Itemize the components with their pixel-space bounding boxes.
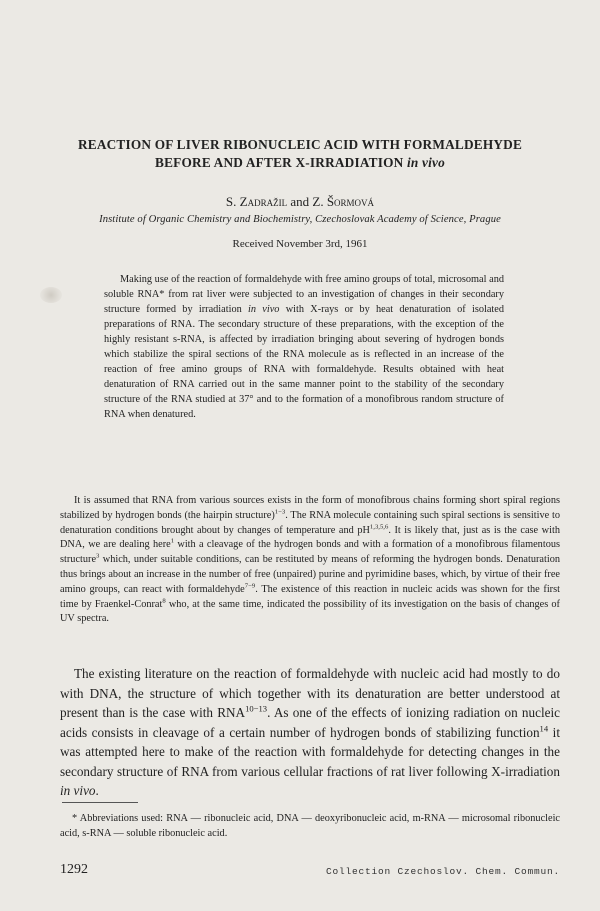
- intro-text: . It is likely that, just as is the case with DNA, we are dealing here: [60, 524, 560, 551]
- intro-paragraph: [60, 494, 560, 627]
- main-text: The existing literature on the reaction of formaldehyde with nucleic acid had mostly to do with DNA, the structure of which together with its denaturation are better understood at present than is the case with RNA: [60, 666, 560, 720]
- intro-text: . The existence of this reaction in nucleic acids was shown for the first time by Fraenkel-Conrat: [60, 583, 560, 610]
- authors: [0, 194, 600, 210]
- affiliation: Institute of Organic Chemistry and Biochemistry, Czechoslovak Academy of Science, Prague: [99, 214, 501, 225]
- abstract-paragraph: [104, 272, 504, 422]
- main-section: [60, 664, 560, 801]
- main-text: it was attempted here to make of the reaction with formaldehyde for detecting changes in the secondary structure of RNA from various cellular fractions of rat liver following X-irradiation: [60, 724, 561, 779]
- intro-text: with a cleavage of the hydrogen bonds and with a formation of a monofibrous filamentous structure: [60, 539, 560, 566]
- citation: 10−13: [245, 703, 268, 714]
- footnote-rule: [62, 802, 138, 803]
- footnote: [60, 811, 560, 841]
- journal-name: Collection Czechoslov. Chem. Commun.: [325, 866, 560, 877]
- scan-smudge: [40, 287, 62, 303]
- paper-title: [40, 136, 560, 172]
- footnote-text: * Abbreviations used: RNA — ribonucleic acid, DNA — deoxyribonucleic acid, m-RNA — microsomal ribonucleic acid, s-RNA — soluble ribonucleic acid.: [60, 813, 560, 839]
- title-line-1: REACTION OF LIVER RIBONUCLEIC ACID WITH FORMALDEHYDE: [77, 137, 523, 152]
- citation: 1: [170, 537, 175, 545]
- main-italic: in vivo: [60, 783, 96, 798]
- abstract-italic: in vivo: [248, 304, 280, 315]
- intro-section: [60, 494, 560, 627]
- citation: 3: [96, 552, 100, 560]
- author-1: S. Zadražil: [225, 194, 288, 209]
- citation: 14: [539, 723, 549, 734]
- intro-text: It is assumed that RNA from various sources exists in the form of monofibrous chains forming short spiral regions stabilized by hydrogen bonds (the hairpin structure): [60, 495, 560, 521]
- page-number: 1292: [60, 862, 88, 877]
- main-paragraph: [60, 664, 560, 801]
- citation: 1−3: [274, 508, 286, 516]
- citation: 8: [162, 597, 166, 605]
- title-italic: in vivo: [407, 155, 445, 170]
- abstract: [104, 272, 504, 422]
- abstract-text-2: with X-rays or by heat denaturation of isolated preparations of RNA. The secondary structure of these preparations, with the exception of the highly resistant s-RNA, is affected by irradiation bringing about severing of hydrogen bonds which stabilize the spiral sections of the RNA molecule as is reflected in an increase of the reaction of free amino groups of RNA with formaldehyde. Results obtained with heat denaturation of RNA carried out in the same manner point to the stability of the secondary structure of the RNA studied at 37° and to the formation of a monofibrous random structure of RNA when denatured.: [104, 304, 505, 420]
- intro-text: which, under suitable conditions, can be restituted by means of reforming the hydrogen bonds. Denaturation thus brings about an increase in the number of free (unpaired) purine and pyrimidine bases, which, by virtue of their free amino groups, can react with formaldehyde: [60, 554, 560, 595]
- main-text: .: [95, 783, 99, 798]
- intro-text: . The RNA molecule containing such spiral sections is sensitive to denaturation conditions brought about by changes of temperature and pH: [60, 509, 560, 536]
- received-date: Received November 3rd, 1961: [232, 238, 368, 250]
- citation: 7−9: [244, 582, 256, 590]
- title-line-2: BEFORE AND AFTER X-IRRADIATION: [155, 155, 407, 170]
- intro-text: who, at the same time, indicated the possibility of its investigation on the basis of changes of UV spectra.: [60, 598, 560, 625]
- abstract-text-1: Making use of the reaction of formaldehyde with free amino groups of total, microsomal and soluble RNA* from rat liver were subjected to an investigation of changes in their secondary structure formed by irradiation: [104, 274, 504, 315]
- citation: 1,3,5,6: [369, 523, 389, 531]
- main-text: . As one of the effects of ionizing radiation on nucleic acids consists in cleavage of a certain number of hydrogen bonds of stabilizing function: [60, 705, 560, 740]
- author-2: Z. Šormová: [312, 194, 375, 209]
- author-conjunction: and: [287, 194, 313, 209]
